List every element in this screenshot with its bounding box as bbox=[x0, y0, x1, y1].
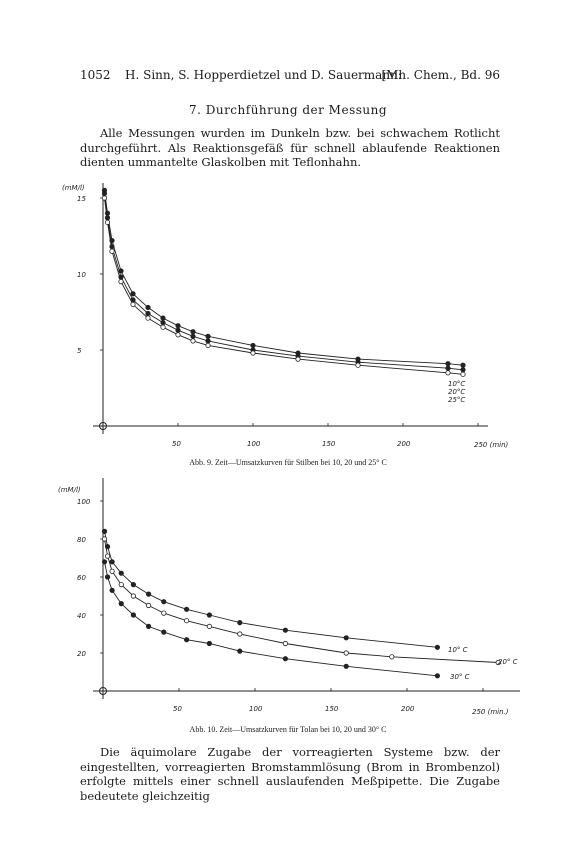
x-tick-label: 150 bbox=[325, 705, 339, 713]
data-point bbox=[344, 636, 348, 640]
closing-paragraph-text: Die äquimolare Zugabe der vorreagierten Systeme bzw. der eingestellten, vorreagierten Bromstammlösung (Brom in Brombenzol) erfolgte mittels einer schnell auslaufenden Meßpipette. Die Zugabe bedeutete gleichzeitig bbox=[80, 745, 500, 803]
data-point bbox=[146, 624, 150, 628]
data-point bbox=[119, 601, 123, 605]
data-point bbox=[184, 607, 188, 611]
y-tick-label: 100 bbox=[77, 498, 91, 506]
x-tick-label: 150 bbox=[322, 440, 336, 448]
data-point bbox=[102, 529, 106, 533]
series-label: 10°C bbox=[448, 380, 466, 388]
data-point bbox=[162, 611, 166, 615]
y-tick-label: 80 bbox=[77, 536, 86, 544]
data-point bbox=[131, 613, 135, 617]
data-point bbox=[344, 651, 348, 655]
series-label: 10° C bbox=[448, 646, 468, 654]
data-point bbox=[131, 582, 135, 586]
series-label: 20° C bbox=[498, 658, 518, 666]
x-tick-label: 50 bbox=[173, 705, 182, 713]
closing-paragraph bbox=[80, 745, 500, 803]
data-point bbox=[283, 628, 287, 632]
data-point bbox=[184, 619, 188, 623]
data-point bbox=[238, 632, 242, 636]
y-tick-label: 60 bbox=[77, 574, 86, 582]
x-tick-label: 200 bbox=[397, 440, 411, 448]
x-tick-label: 100 bbox=[247, 440, 261, 448]
data-point bbox=[110, 560, 114, 564]
series-line bbox=[105, 531, 438, 647]
intro-paragraph-text: Alle Messungen wurden im Dunkeln bzw. bei schwachem Rotlicht durchgeführt. Als Reaktionsgefäß für schnell ablaufende Reaktionen dienten ummantelte Glaskolben mit Teflonhahn. bbox=[80, 126, 500, 169]
journal-reference: [Mh. Chem., Bd. 96 bbox=[381, 68, 500, 82]
data-point bbox=[283, 657, 287, 661]
data-point bbox=[283, 641, 287, 645]
data-point bbox=[238, 620, 242, 624]
data-point bbox=[131, 594, 135, 598]
data-point bbox=[207, 624, 211, 628]
authors: H. Sinn, S. Hopperdietzel und D. Sauermann: bbox=[125, 68, 402, 82]
data-point bbox=[435, 674, 439, 678]
y-tick-label: 40 bbox=[77, 612, 86, 620]
page-number: 1052 bbox=[80, 68, 111, 82]
x-tick-label: 100 bbox=[249, 705, 263, 713]
series-line bbox=[105, 562, 438, 676]
x-axis-label: 250 (min) bbox=[474, 441, 509, 449]
y-axis-label: (mM/l) bbox=[62, 184, 85, 192]
data-point bbox=[238, 649, 242, 653]
data-point bbox=[110, 588, 114, 592]
y-tick-label: 15 bbox=[77, 195, 86, 203]
x-tick-label: 50 bbox=[172, 440, 181, 448]
y-tick-label: 5 bbox=[77, 347, 82, 355]
series-label: 30° C bbox=[450, 673, 470, 681]
series-label: 25°C bbox=[448, 396, 466, 404]
data-point bbox=[162, 600, 166, 604]
section-title: 7. Durchführung der Messung bbox=[188, 103, 388, 117]
data-point bbox=[110, 569, 114, 573]
series-label: 20°C bbox=[448, 388, 466, 396]
y-tick-label: 10 bbox=[77, 271, 86, 279]
data-point bbox=[146, 603, 150, 607]
figure-10-caption: Abb. 10. Zeit—Umsatzkurven für Tolan bei 10, 20 und 30° C bbox=[189, 725, 387, 734]
data-point bbox=[184, 638, 188, 642]
data-point bbox=[102, 537, 106, 541]
figure-9-caption: Abb. 9. Zeit—Umsatzkurven für Stilben bei 10, 20 und 25° C bbox=[189, 458, 387, 467]
x-tick-label: 200 bbox=[401, 705, 415, 713]
data-point bbox=[119, 582, 123, 586]
data-point bbox=[146, 592, 150, 596]
y-tick-label: 20 bbox=[77, 650, 86, 658]
data-point bbox=[390, 655, 394, 659]
data-point bbox=[207, 641, 211, 645]
y-axis-label: (mM/l) bbox=[58, 486, 81, 494]
data-point bbox=[207, 613, 211, 617]
data-point bbox=[119, 571, 123, 575]
data-point bbox=[105, 554, 109, 558]
data-point bbox=[162, 630, 166, 634]
x-axis-label: 250 (min.) bbox=[472, 708, 509, 716]
data-point bbox=[435, 645, 439, 649]
data-point bbox=[102, 560, 106, 564]
data-point bbox=[105, 575, 109, 579]
data-point bbox=[344, 664, 348, 668]
